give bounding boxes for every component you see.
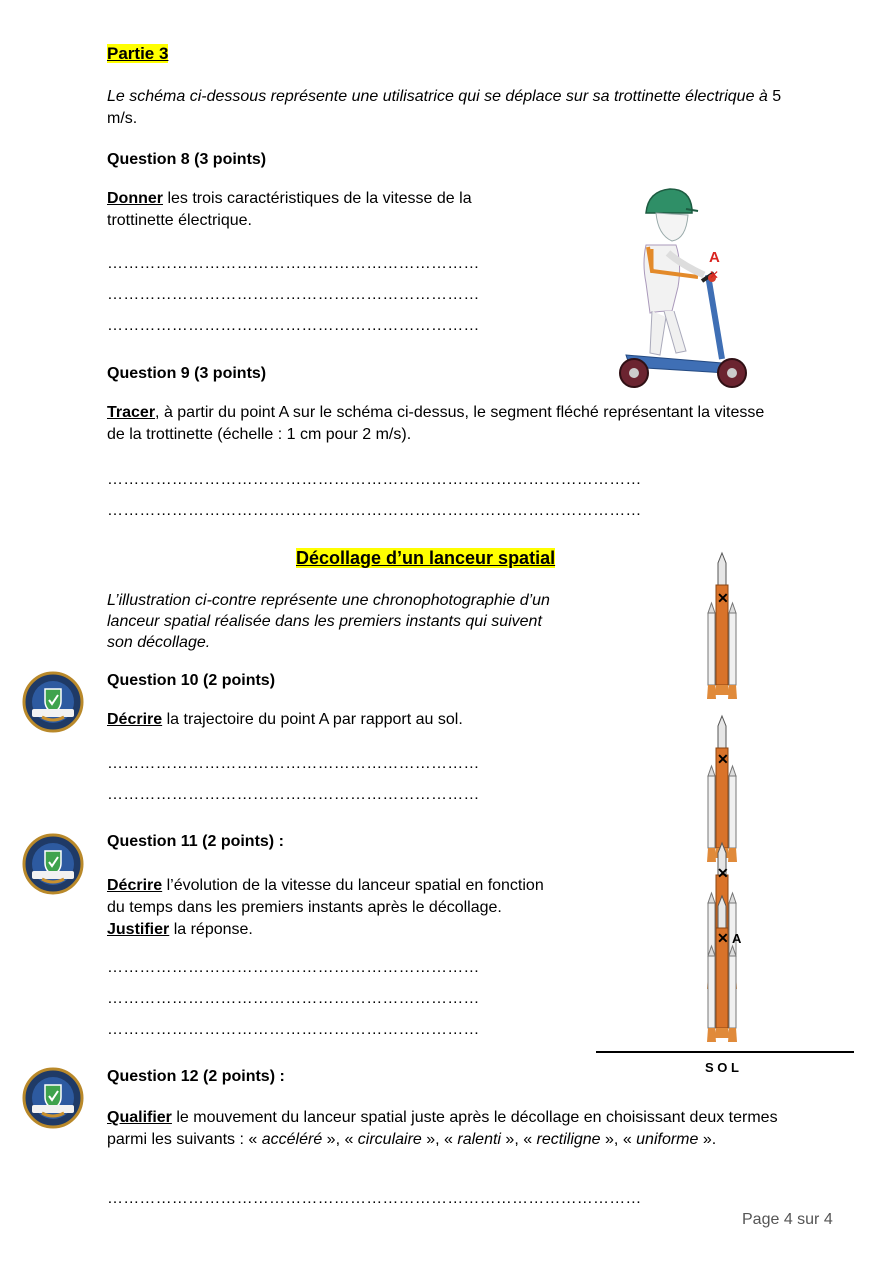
q11-verb: Décrire: [107, 877, 163, 894]
term-end: ».: [698, 1131, 717, 1148]
term-uniforme: uniforme: [636, 1131, 699, 1148]
answer-line[interactable]: ……………………………………………………………: [107, 755, 480, 772]
question-10-text: [107, 709, 552, 731]
ground-line: [596, 1051, 854, 1053]
answer-line[interactable]: ……………………………………………………………: [107, 317, 480, 334]
question-10-title: Question 10 (2 points): [107, 672, 276, 689]
q11-verb-2: Justifier: [107, 921, 170, 938]
rocket-cross: ✕: [717, 590, 729, 606]
section-title-text: Décollage d’un lanceur spatial: [296, 548, 556, 568]
answer-line[interactable]: ………………………………………………………………………………………: [107, 471, 642, 488]
rocket-chronophotography: [690, 548, 770, 1048]
question-11-title: Question 11 (2 points) :: [107, 833, 284, 850]
question-12-title: Question 12 (2 points) :: [107, 1068, 285, 1085]
answer-line[interactable]: ……………………………………………………………: [107, 959, 480, 976]
term-separator: », «: [322, 1131, 358, 1148]
term-circulaire: circulaire: [357, 1131, 422, 1148]
term-ralenti: ralenti: [457, 1131, 501, 1148]
answer-line[interactable]: ………………………………………………………………………………………: [107, 1190, 642, 1207]
scooter-illustration: [612, 183, 757, 393]
question-8-title: Question 8 (3 points): [107, 151, 267, 168]
page-number: Page 4 sur 4: [742, 1211, 833, 1228]
q9-verb: Tracer: [107, 404, 156, 421]
question-11-text: [107, 875, 547, 941]
section-title: [296, 548, 555, 569]
term-rectiligne: rectiligne: [536, 1131, 601, 1148]
q12-body: le mouvement du lanceur spatial juste après le décollage en choisissant deux termes parmi les suivants : «: [107, 1109, 778, 1148]
question-12-text: [107, 1107, 797, 1151]
partie-label: Partie 3: [107, 44, 169, 63]
q8-body: les trois caractéristiques de la vitesse de la trottinette électrique.: [107, 190, 472, 229]
question-8-text: [107, 188, 542, 232]
q11-body-2: la réponse.: [169, 921, 253, 938]
question-9-text: [107, 402, 777, 446]
q12-verb: Qualifier: [107, 1109, 172, 1126]
competence-badge-icon: [22, 1067, 84, 1129]
q8-verb: Donner: [107, 190, 163, 207]
answer-line[interactable]: ……………………………………………………………: [107, 286, 480, 303]
answer-line[interactable]: ………………………………………………………………………………………: [107, 502, 642, 519]
term-accelere: accéléré: [261, 1131, 323, 1148]
intro2-paragraph: L’illustration ci-contre représente une chronophotographie d’un lanceur spatial réalisée dans les premiers instants qui suivent son décollage.: [107, 592, 550, 651]
competence-badge-icon: [22, 671, 84, 733]
answer-line[interactable]: ……………………………………………………………: [107, 786, 480, 803]
rocket-cross: ✕: [717, 865, 729, 881]
term-separator: », «: [500, 1131, 537, 1148]
term-separator: », «: [421, 1131, 458, 1148]
rocket-cross: ✕: [717, 751, 729, 767]
answer-line[interactable]: ……………………………………………………………: [107, 1021, 480, 1038]
question-9-title: Question 9 (3 points): [107, 365, 267, 382]
intro-paragraph: [107, 86, 787, 130]
q10-verb: Décrire: [107, 711, 163, 728]
section-heading-partie-3: [107, 44, 168, 64]
q9-body: , à partir du point A sur le schéma ci-dessus, le segment fléché représentant la vitesse de la trottinette (échelle : 1 cm pour 2 m/s).: [107, 404, 765, 443]
ground-label: S O L: [705, 1060, 739, 1075]
answer-line[interactable]: ……………………………………………………………: [107, 255, 480, 272]
cross-mark: ✕: [709, 268, 720, 282]
q11-body-1: l’évolution de la vitesse du lanceur spatial en fonction du temps dans les premiers instants après le décollage.: [107, 877, 544, 916]
term-separator: », «: [600, 1131, 637, 1148]
intro-italic: Le schéma ci-dessous représente une utilisatrice qui se déplace sur sa trottinette électrique à: [107, 88, 768, 105]
competence-badge-icon: [22, 833, 84, 895]
point-a-label-scooter: A: [709, 249, 720, 266]
point-a-label-rocket: A: [732, 931, 742, 946]
q10-body: la trajectoire du point A par rapport au sol.: [162, 711, 463, 728]
answer-line[interactable]: ……………………………………………………………: [107, 990, 480, 1007]
rocket-cross: ✕: [717, 930, 729, 946]
intro-value: 5 m/s.: [107, 88, 782, 127]
